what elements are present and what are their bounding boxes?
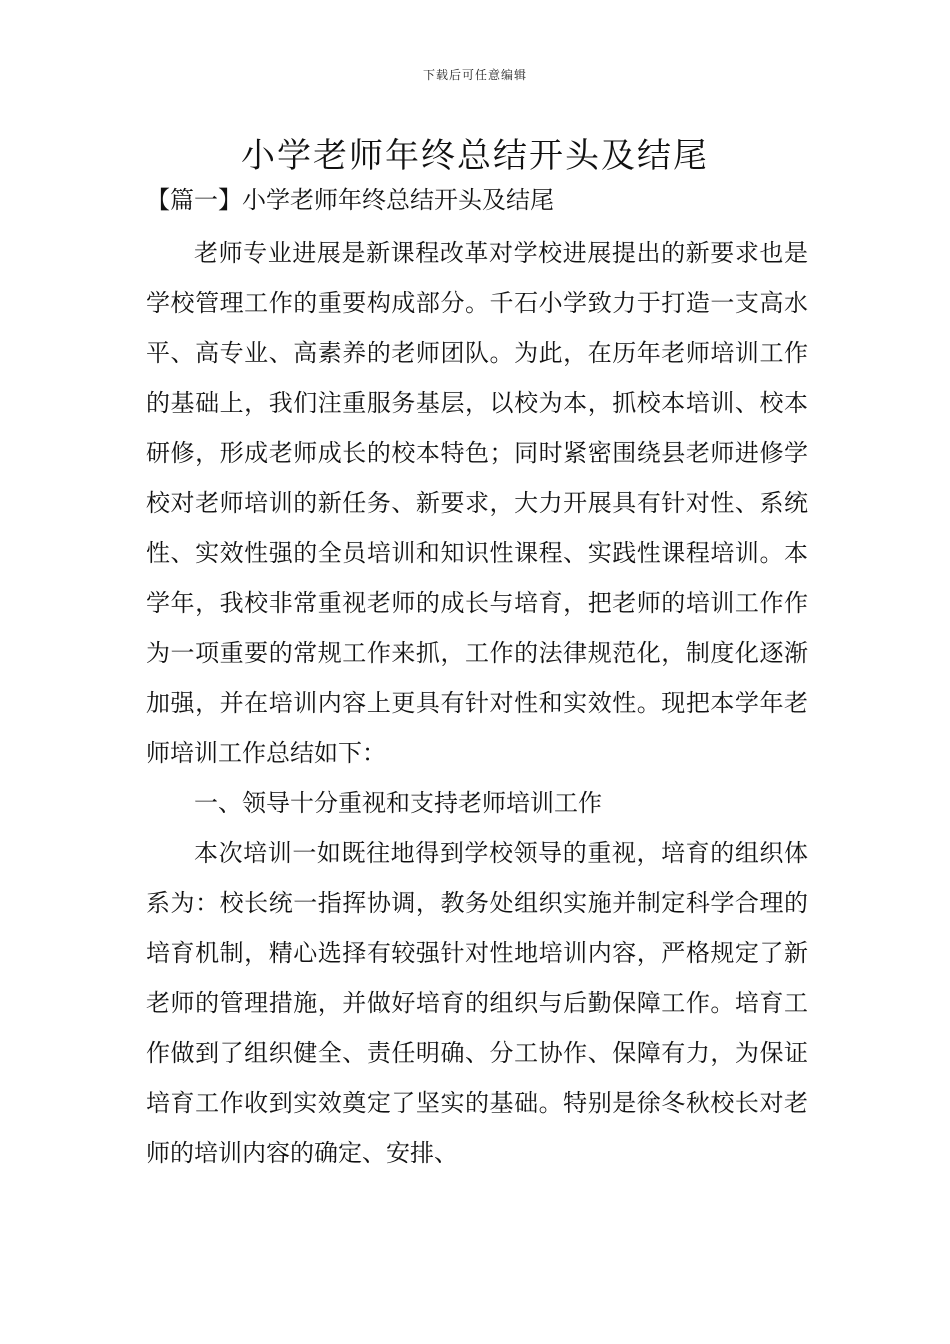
paragraph-intro: 老师专业进展是新课程改革对学校进展提出的新要求也是学校管理工作的重要构成部分。千石小学致力于打造一支高水平、高专业、高素养的老师团队。为此，在历年老师培训工作的基础上，我们注重服务基层，以校为本，抓校本培训、校本研修，形成老师成长的校本特色；同时紧密围绕县老师进修学校对老师培训的新任务、新要求，大力开展具有针对性、系统性、实效性强的全员培训和知识性课程、实践性课程培训。本学年，我校非常重视老师的成长与培育，把老师的培训工作作为一项重要的常规工作来抓，工作的法律规范化，制度化逐渐加强，并在培训内容上更具有针对性和实效性。现把本学年老师培训工作总结如下： bbox=[146, 239, 808, 767]
section-heading: 【篇一】小学老师年终总结开头及结尾 bbox=[146, 186, 554, 214]
document-title: 小学老师年终总结开头及结尾 bbox=[241, 136, 709, 176]
subheading-leadership: 一、领导十分重视和支持老师培训工作 bbox=[194, 789, 602, 817]
header-note: 下载后可任意编辑 bbox=[422, 68, 527, 82]
document-body bbox=[146, 228, 808, 1178]
paragraph-leadership: 本次培训一如既往地得到学校领导的重视，培育的组织体系为：校长统一指挥协调，教务处组织实施并制定科学合理的培育机制，精心选择有较强针对性地培训内容，严格规定了新老师的管理措施，并做好培育的组织与后勤保障工作。培育工作做到了组织健全、责任明确、分工协作、保障有力，为保证培育工作收到实效奠定了坚实的基础。特别是徐冬秋校长对老师的培训内容的确定、安排、 bbox=[146, 839, 808, 1167]
